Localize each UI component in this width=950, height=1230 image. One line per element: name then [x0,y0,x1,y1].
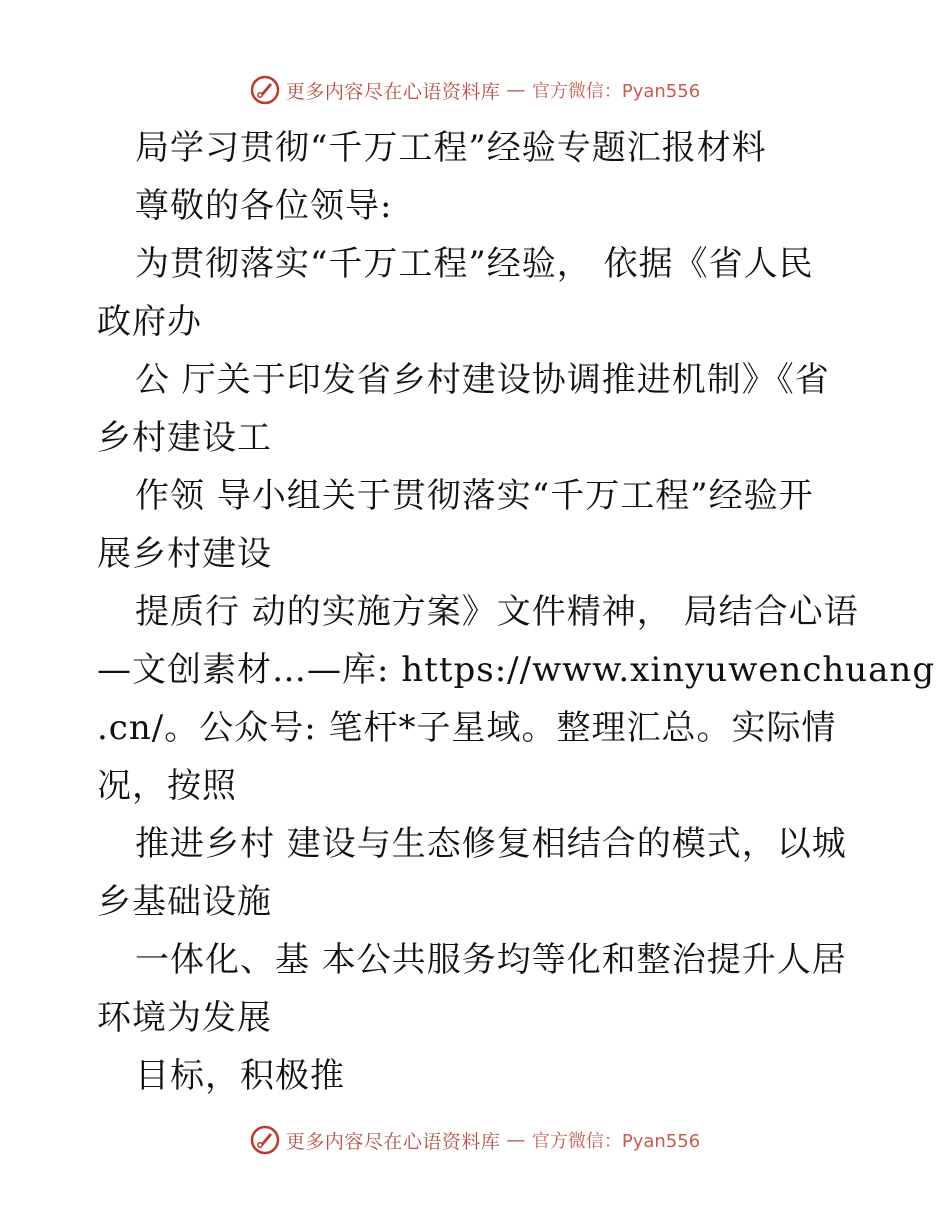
doc-line: 尊敬的各位领导: [135,186,393,226]
doc-line: 目标，积极推 [135,1056,345,1096]
footer-banner [0,1120,950,1160]
banner-wechat-text: 官方微信：Pyan556 [531,81,701,102]
doc-line: 政府办 [97,302,202,342]
banner-library-text: 更多内容尽在心语资料库 [285,1130,501,1153]
banner-library-text: 更多内容尽在心语资料库 [285,80,501,103]
document-body [97,119,936,1105]
banner-dash: — [506,79,526,101]
header-banner [0,70,950,110]
doc-line: 展乡村建设 [97,534,272,574]
doc-line: 作领 导小组关于贯彻落实“千万工程”经验开 [135,476,814,516]
doc-line: —文创素材…—库: https://www.xinyuwenchuang [97,650,936,690]
doc-line: 况，按照 [97,766,237,806]
quill-logo-icon [250,75,280,105]
doc-line: 提质行 动的实施方案》文件精神， 局结合心语 [135,592,859,632]
doc-line: 乡基础设施 [97,882,272,922]
doc-line: 一体化、基 本公共服务均等化和整治提升人居 [135,940,847,980]
doc-line: 乡村建设工 [97,418,272,458]
doc-line: 推进乡村 建设与生态修复相结合的模式，以城 [135,824,847,864]
quill-logo-icon [250,1125,280,1155]
banner-dash: — [506,1129,526,1151]
doc-line: 环境为发展 [97,998,272,1038]
doc-line: .cn/。公众号: 笔杆*子星域。整理汇总。实际情 [97,708,837,748]
doc-line: 局学习贯彻“千万工程”经验专题汇报材料 [135,128,767,168]
banner-wechat-text: 官方微信：Pyan556 [531,1131,701,1152]
doc-line: 公 厅关于印发省乡村建设协调推进机制》《省 [135,360,830,400]
doc-line: 为贯彻落实“千万工程”经验， 依据《省人民 [135,244,814,284]
